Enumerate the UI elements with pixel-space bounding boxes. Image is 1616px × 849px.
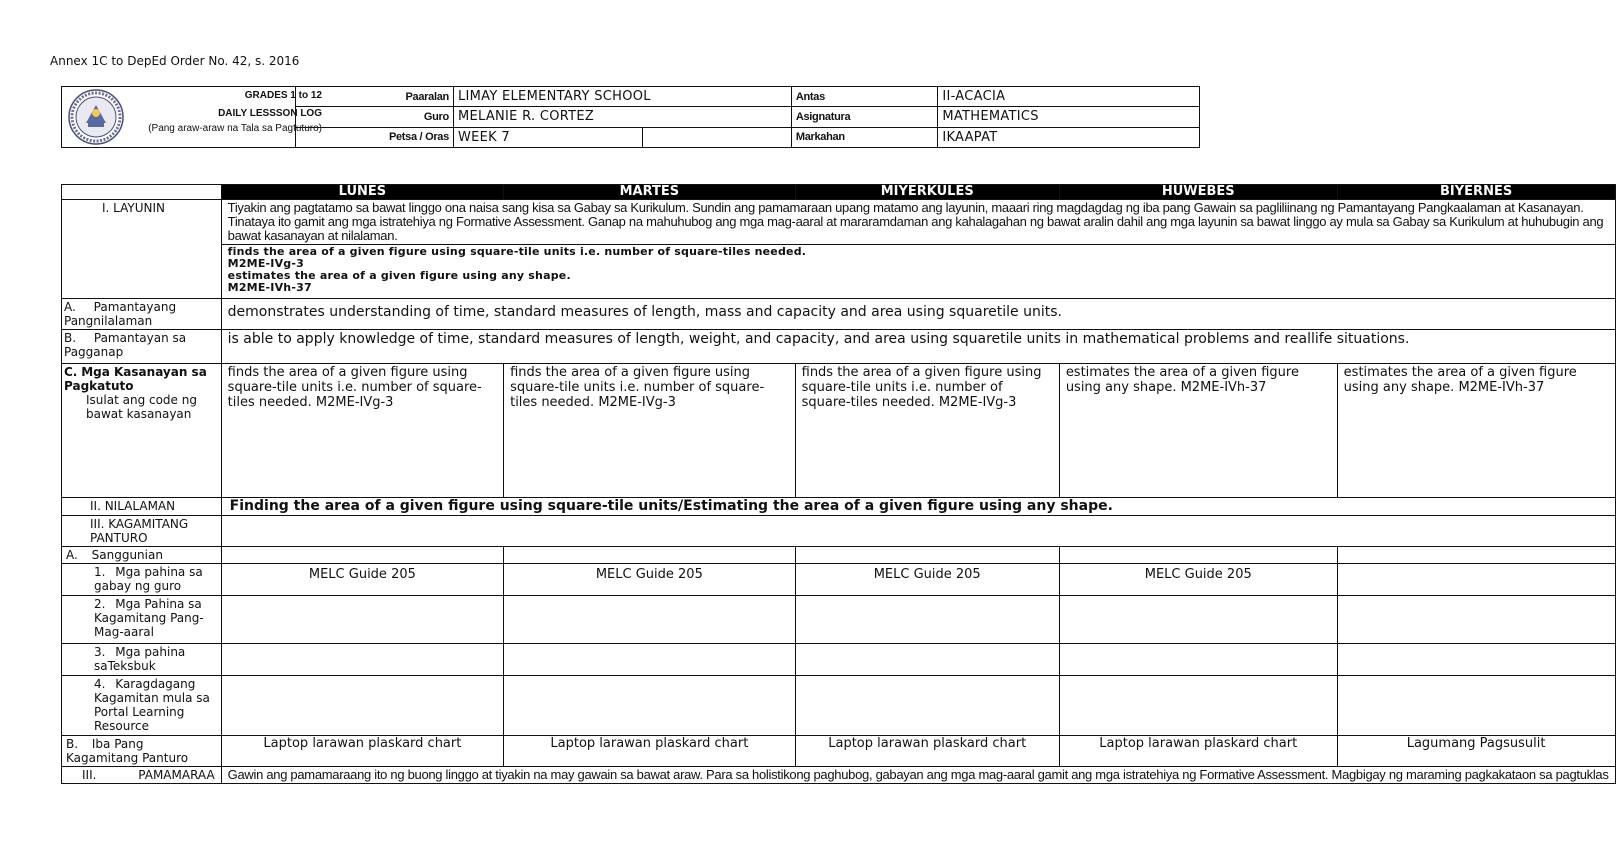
sanggunian-cell-huwebes [1059,547,1337,564]
grades-label: GRADES 1 to 12 [244,90,322,101]
objective-1: finds the area of a given figure using square-tile units i.e. number of square-tiles needed. [227,245,807,258]
pamantayang-pangnilalaman-label [62,299,222,330]
ref-title: Mga pahina saTeksbuk [94,645,186,673]
ref-4-biyernes [1337,676,1615,736]
day-header-huwebes: HUWEBES [1059,185,1337,200]
iba-pang-martes: Laptop larawan plaskard chart [504,736,796,767]
paaralan-value: LIMAY ELEMENTARY SCHOOL [453,87,791,107]
ref-4-miyerkules [795,676,1059,736]
kagamitang-label: III. KAGAMITANG PANTURO [62,516,222,547]
section-number: III. [82,768,97,782]
petsa-extra [643,127,791,147]
ref-number: 4. [94,677,106,691]
iba-pang-miyerkules: Laptop larawan plaskard chart [795,736,1059,767]
markahan-label: Markahan [791,127,938,147]
kasanayan-cell-miyerkules: finds the area of a given figure using square-tile units i.e. number of square-tiles needed. M2ME-IVg-3 [795,364,1059,498]
ref-1-biyernes [1337,564,1615,596]
day-header-miyerkules: MIYERKULES [795,185,1059,200]
ref-4-martes [504,676,796,736]
ref-1-martes: MELC Guide 205 [504,564,796,596]
section-subtitle: Isulat ang code ng bawat kasanayan [86,393,197,421]
petsa-value: WEEK 7 [453,127,642,147]
layunin-note: Tiyakin ang pagtatamo sa bawat linggo ona naisa sang kisa sa Gabay sa Kurikulum. Sundin ang pamamaraan upang matamo ang layunin, maaari ring magdagdag ng iba pang Gawain sa pagliliinang ng Pamantayang Pangkaalaman at Kasanayan. Tinataya ito gamit ang mga istratehiya ng Formative Assessment. Ganap na mahuhubog ang mga mag-aaral at mararamdaman ang kahalagahan ng bawat aralin dahil ang mga layunin sa bawat linggo ay mula sa Gabay sa Kurikulum at huhubugin ang bawat kasanayan at nilalaman. [221,200,1615,245]
kasanayan-cell-biyernes: estimates the area of a given figure using any shape. M2ME-IVh-37 [1337,364,1615,498]
ref-3-miyerkules [795,644,1059,676]
ref-number: 2. [94,597,106,611]
antas-label: Antas [791,87,938,107]
ref-title: Mga Pahina sa Kagamitang Pang-Mag-aaral [94,597,204,639]
iba-pang-lunes: Laptop larawan plaskard chart [221,736,503,767]
ref-2-miyerkules [795,596,1059,644]
kasanayan-cell-lunes: finds the area of a given figure using square-tile units i.e. number of square-tiles needed. M2ME-IVg-3 [221,364,503,498]
markahan-value: IKAAPAT [938,127,1200,147]
section-letter: B. [64,331,77,345]
ref-row-3-label [62,644,222,676]
ref-1-miyerkules: MELC Guide 205 [795,564,1059,596]
ref-4-huwebes [1059,676,1337,736]
ref-1-huwebes: MELC Guide 205 [1059,564,1337,596]
section-title: Iba Pang Kagamitang Panturo [66,737,189,765]
ref-row-2-label [62,596,222,644]
iba-pang-biyernes: Lagumang Pagsusulit [1337,736,1615,767]
kasanayan-cell-martes: finds the area of a given figure using square-tile units i.e. number of square-tiles needed. M2ME-IVg-3 [504,364,796,498]
asignatura-value: MATHEMATICS [938,107,1200,127]
sanggunian-cell-miyerkules [795,547,1059,564]
kasanayan-label [62,364,222,498]
ref-3-biyernes [1337,644,1615,676]
ref-2-biyernes [1337,596,1615,644]
annex-label: Annex 1C to DepEd Order No. 42, s. 2016 [50,54,300,68]
pamamaraan-text: Gawin ang pamamaraang ito ng buong linggo at tiyakin na may gawain sa bawat araw. Para sa holistikong paghubog, gabayan ang mga mag-aaral gamit ang mga istratehiya ng Formative Assessment. Magbigay ng maraming pagkakataon sa pagtuklas [221,767,1615,784]
objective-2-code: M2ME-IVh-37 [227,281,312,294]
sanggunian-cell-martes [504,547,796,564]
day-header-biyernes: BIYERNES [1337,185,1615,200]
ref-row-1-label [62,564,222,596]
ref-title: Mga pahina sa gabay ng guro [94,565,203,593]
section-title: Sanggunian [91,548,163,562]
day-header-lunes: LUNES [221,185,503,200]
section-title: PAMAMARAA [138,768,215,782]
antas-value: II-ACACIA [938,87,1200,107]
pamantayang-pangnilalaman-text: demonstrates understanding of time, standard measures of length, mass and capacity and area using squaretile units. [221,299,1615,330]
sanggunian-cell-lunes [221,547,503,564]
section-title: Pamantayan sa Pagganap [64,331,187,359]
guro-label: Guro [295,107,453,127]
asignatura-label: Asignatura [791,107,938,127]
objective-2: estimates the area of a given figure using any shape. [227,269,571,282]
section-letter: B. [66,737,79,751]
ref-2-martes [504,596,796,644]
deped-seal-icon [68,89,124,145]
dll-table [61,184,1616,784]
pamamaraan-label [62,767,222,784]
kasanayan-cell-huwebes: estimates the area of a given figure using any shape. M2ME-IVh-37 [1059,364,1337,498]
guro-value: MELANIE R. CORTEZ [453,107,791,127]
ref-number: 1. [94,565,106,579]
petsa-label: Petsa / Oras [295,127,453,147]
kagamitang-cell [221,516,1615,547]
section-title: Pamantayang Pangnilalaman [64,300,177,328]
ref-row-4-label [62,676,222,736]
iba-pang-huwebes: Laptop larawan plaskard chart [1059,736,1337,767]
section-letter: A. [66,548,78,562]
ref-2-lunes [221,596,503,644]
layunin-label: I. LAYUNIN [62,200,222,299]
ref-title: Karagdagang Kagamitan mula sa Portal Learning Resource [94,677,210,733]
ref-4-lunes [221,676,503,736]
sanggunian-label [62,547,222,564]
log-subtitle: (Pang araw-araw na Tala sa Pagtuturo) [148,123,322,134]
layunin-objectives [221,245,1615,299]
pamantayan-sa-pagganap-text: is able to apply knowledge of time, standard measures of length, weight, and capacity, and area using squaretile units in mathematical problems and reallife situations. [221,330,1615,364]
ref-3-huwebes [1059,644,1337,676]
ref-number: 3. [94,645,106,659]
nilalaman-label: II. NILALAMAN [62,498,222,516]
ref-2-huwebes [1059,596,1337,644]
section-letter: C. [64,365,78,379]
logo-cell [62,87,322,148]
iba-pang-label [62,736,222,767]
section-letter: A. [64,300,76,314]
pamantayan-sa-pagganap-label [62,330,222,364]
objective-1-code: M2ME-IVg-3 [227,257,304,270]
corner-cell [62,185,222,200]
nilalaman-text: Finding the area of a given figure using square-tile units/Estimating the area of a given figure using any shape. [221,498,1615,516]
ref-1-lunes: MELC Guide 205 [221,564,503,596]
section-title: Mga Kasanayan sa Pagkatuto [64,365,207,393]
ref-3-martes [504,644,796,676]
sanggunian-cell-biyernes [1337,547,1615,564]
day-header-martes: MARTES [504,185,796,200]
ref-3-lunes [221,644,503,676]
header-table [61,86,1200,148]
log-title: DAILY LESSSON LOG [218,108,322,119]
paaralan-label: Paaralan [295,87,453,107]
